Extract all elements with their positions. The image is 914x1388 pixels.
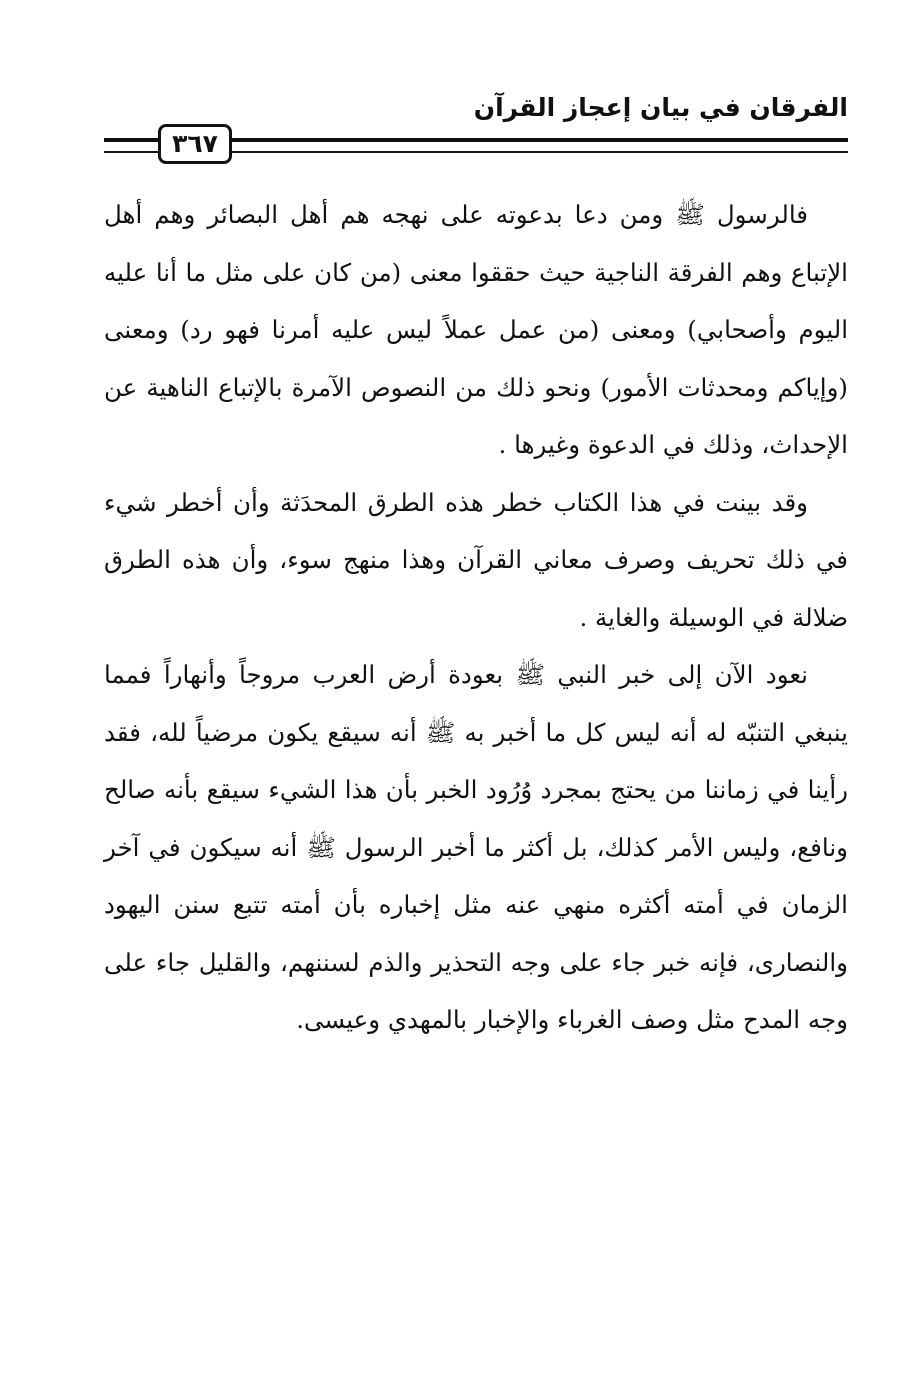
page-number: ٣٦٧ xyxy=(158,124,232,164)
paragraph-2: وقد بينت في هذا الكتاب خطر هذه الطرق المحدَثة وأن أخطر شيء في ذلك تحريف وصرف معاني القرآن وهذا منهج سوء، وأن هذه الطرق ضلالة في الوسيلة والغاية . xyxy=(104,487,848,632)
running-header-title: الفرقان في بيان إعجاز القرآن xyxy=(473,93,848,122)
body-text xyxy=(104,186,848,1049)
paragraph-3: نعود الآن إلى خبر النبي ﷺ بعودة أرض العرب مروجاً وأنهاراً فمما ينبغي التنبّه له أنه ليس كل ما أخبر به ﷺ أنه سيقع يكون مرضياً لله، فقد رأينا في زماننا من يحتج بمجرد وُرُود الخبر بأن هذا الشيء سيقع بأنه صالح ونافع، وليس الأمر كذلك، بل أكثر ما أخبر الرسول ﷺ أنه سيكون في آخر الزمان في أمته أكثره منهي عنه مثل إخباره بأن أمته تتبع سنن اليهود والنصارى، فإنه خبر جاء على وجه التحذير والذم لسننهم، والقليل جاء على وجه المدح مثل وصف الغرباء والإخبار بالمهدي وعيسى. xyxy=(104,660,848,1034)
paragraph-1: فالرسول ﷺ ومن دعا بدعوته على نهجه هم أهل البصائر وهم أهل الإتباع وهم الفرقة الناجية حيث حققوا معنى (من كان على مثل ما أنا عليه اليوم وأصحابي) ومعنى (من عمل عملاً ليس عليه أمرنا فهو رد) ومعنى (وإياكم ومحدثات الأمور) ونحو ذلك من النصوص الآمرة بالإتباع الناهية عن الإحداث، وذلك في الدعوة وغيرها . xyxy=(104,200,848,459)
